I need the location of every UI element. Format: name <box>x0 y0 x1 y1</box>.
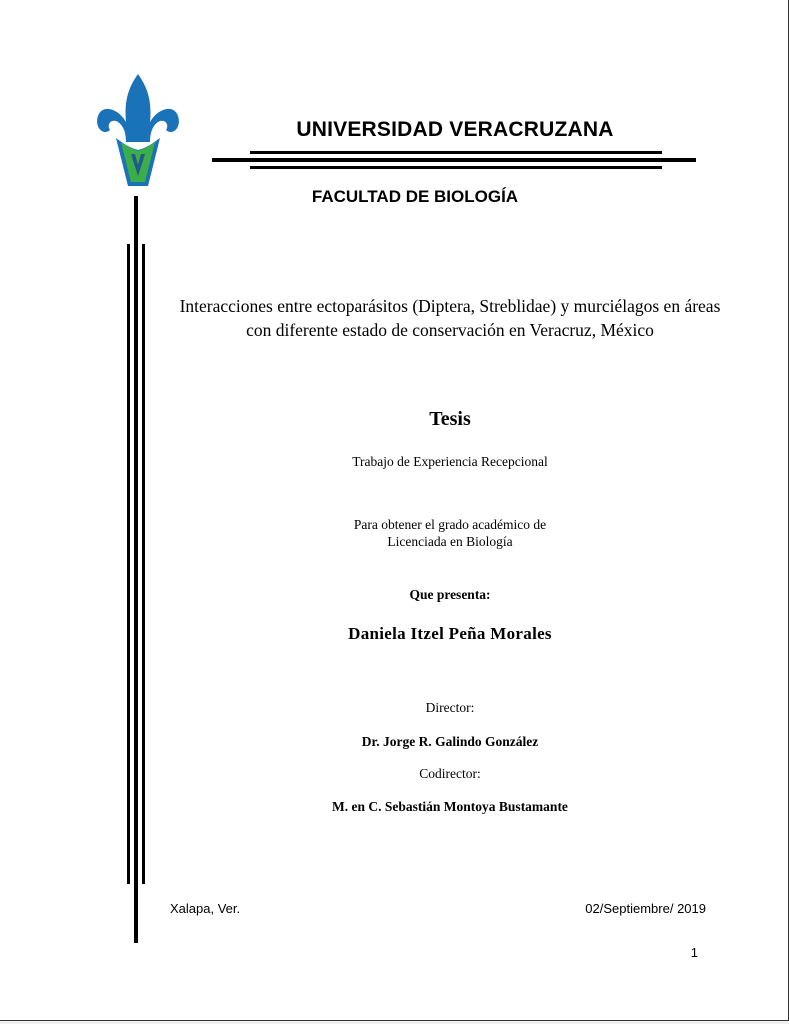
horizontal-rule-middle <box>212 158 696 162</box>
degree-line-1: Para obtener el grado académico de <box>353 517 547 532</box>
faculty-name: FACULTAD DE BIOLOGÍA <box>311 187 519 206</box>
work-type: Trabajo de Experiencia Recepcional <box>352 454 548 469</box>
codirector-name: M. en C. Sebastián Montoya Bustamante <box>332 799 568 814</box>
director-label: Director: <box>425 700 475 715</box>
presented-by-label: Que presenta: <box>409 587 491 602</box>
vertical-rule-center <box>134 196 138 943</box>
date: 02/Septiembre/ 2019 <box>585 901 706 916</box>
author-name: Daniela Itzel Peña Morales <box>348 624 552 643</box>
codirector-label: Codirector: <box>419 766 481 781</box>
university-name: UNIVERSIDAD VERACRUZANA <box>296 118 614 141</box>
thesis-title-line-2: con diferente estado de conservación en Veracruz, México <box>246 320 654 340</box>
degree-statement <box>200 516 700 550</box>
director-name: Dr. Jorge R. Galindo González <box>361 734 539 749</box>
page-number: 1 <box>690 945 698 960</box>
horizontal-rule-top <box>250 151 662 154</box>
vertical-rule-left <box>127 244 130 884</box>
thesis-title <box>150 294 750 342</box>
fleur-de-lis-v-icon <box>97 74 179 186</box>
place: Xalapa, Ver. <box>170 901 241 916</box>
horizontal-rule-bottom <box>250 166 662 169</box>
document-type: Tesis <box>429 408 471 430</box>
degree-line-2: Licenciada en Biología <box>387 534 513 549</box>
university-logo <box>90 68 186 192</box>
thesis-title-line-1: Interacciones entre ectoparásitos (Diptera, Streblidae) y murciélagos en áreas <box>179 296 721 316</box>
vertical-rule-right <box>142 244 145 884</box>
